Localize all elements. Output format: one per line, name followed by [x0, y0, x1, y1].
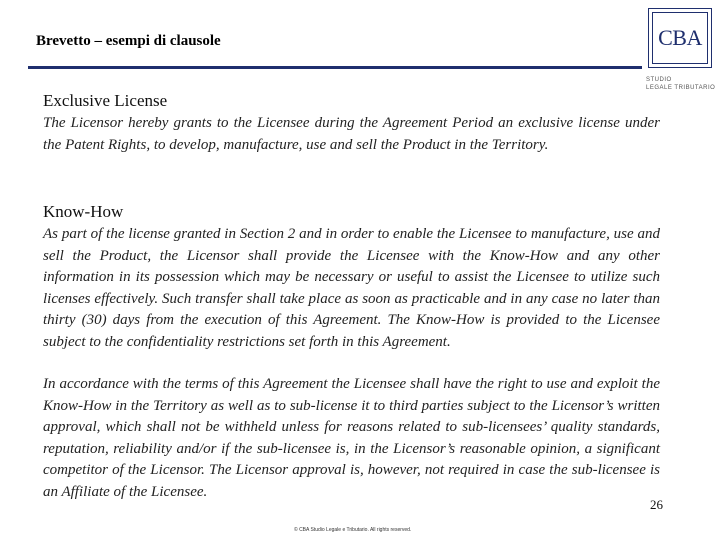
paragraph-know-how-1: As part of the license granted in Section 2 and in order to enable the Licensee to manufacture, use and sell the Product, the Licensor shall provide the Licensee with the Know-How and any other information in its possession which may be necessary or useful to assist the Licensee to utilize such licenses effectively. Such transfer shall take place as soon as practicable and in any case no later than thirty (30) days from the execution of this Agreement. The Know-How is provided to the Licensee subject to the confidentiality restrictions set forth in this Agreement.	[43, 226, 660, 350]
section-heading-know-how: Know-How	[43, 202, 124, 221]
logo-subtitle-line2: LEGALE TRIBUTARIO	[646, 85, 716, 91]
page-number: 26	[650, 497, 663, 512]
logo-subtitle-line1: STUDIO	[646, 77, 672, 83]
logo-subtitle	[646, 76, 720, 92]
header-rule	[28, 66, 642, 69]
section-heading-exclusive-license: Exclusive License	[43, 91, 168, 110]
logo	[648, 8, 712, 68]
paragraph-know-how-2: In accordance with the terms of this Agreement the Licensee shall have the right to use and exploit the Know-How in the Territory as well as to sub-license it to third parties subject to the Licensor’s written approval, which shall not be withheld unless for reasons related to sub-licensees’ quality standards, reputation, reliability and/or if the sub-licensee is, in the Licensor’s reasonable opinion, a significant competitor of the Licensor. The Licensor approval is, however, not required in case the sub-licensee is an Affiliate of the Licensee.	[43, 376, 660, 500]
logo-text: CBA	[658, 25, 702, 50]
logo-inner	[652, 12, 708, 64]
footer-copyright: © CBA Studio Legale e Tributario. All rights reserved.	[294, 527, 412, 533]
paragraph-exclusive-license: The Licensor hereby grants to the Licensee during the Agreement Period an exclusive license under the Patent Rights, to develop, manufacture, use and sell the Product in the Territory.	[43, 115, 660, 153]
header-title: Brevetto – esempi di clausole	[36, 33, 221, 49]
